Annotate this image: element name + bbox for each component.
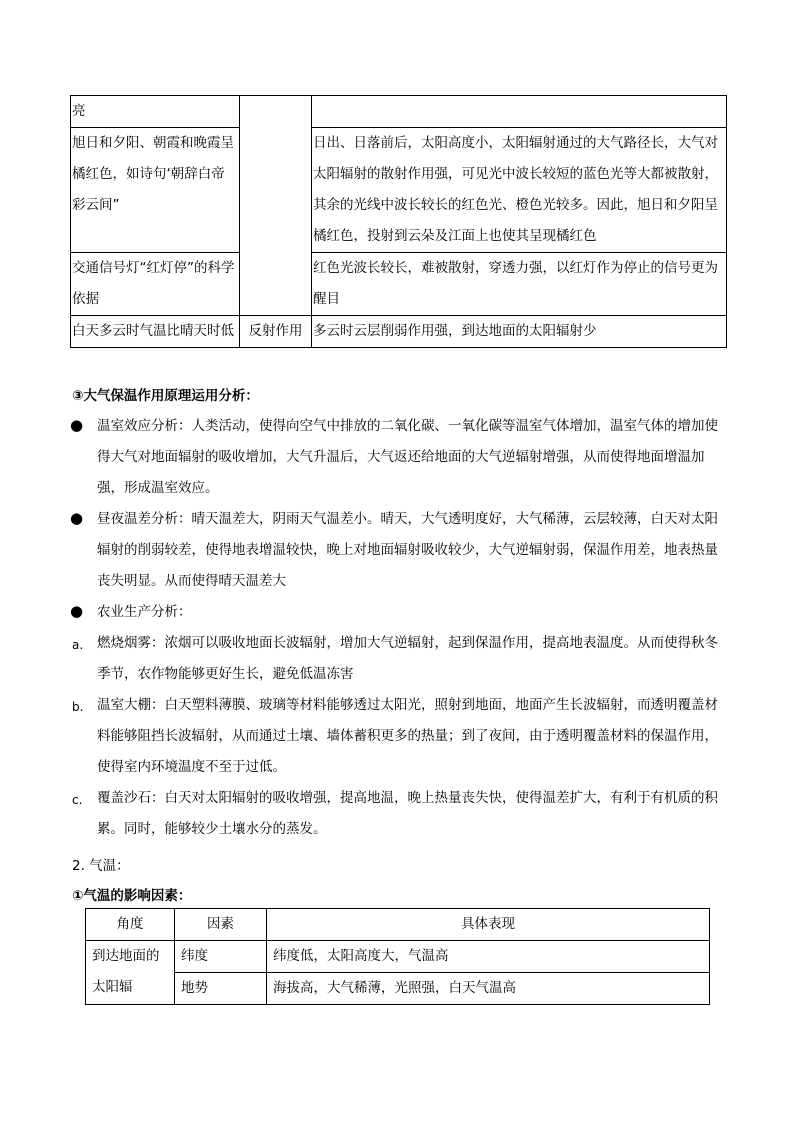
- table-row: [71, 253, 727, 316]
- table-cell: 旭日和夕阳、朝霞和晚霞呈橘红色，如诗句‘朝辞白帝彩云间”: [71, 128, 240, 253]
- bullet-paragraph: 昼夜温差分析：晴天温差大，阴雨天气温差小。晴天，大气透明度好，大气稀薄，云层较薄，白天对太阳辐射的削弱较差，使得地表增温较快，晚上对地面辐射吸收较少，大气逆辐射弱，保温作用差，地表热量丧失明显。从而使得晴天温差大: [97, 511, 718, 589]
- table-header: 角度: [86, 909, 175, 941]
- bullet-paragraph: 农业生产分析：: [97, 604, 192, 620]
- table-cell: 多云时云层削弱作用强，到达地面的太阳辐射少: [312, 316, 727, 348]
- section-subheading: ①气温的影响因素：: [72, 888, 192, 904]
- table-header: 因素: [175, 909, 267, 941]
- table-cell: [312, 96, 727, 128]
- table-row: [71, 316, 727, 348]
- list-item: 温室大棚：白天塑料薄膜、玻璃等材料能够透过太阳光，照射到地面，地面产生长波辐射，而透明覆盖材料能够阻挡长波辐射，从而通过土壤、墙体蓄积更多的热量；到了夜间，由于透明覆盖材料的保温作用，使得室内环境温度不至于过低。: [97, 697, 718, 775]
- list-label: c.: [72, 793, 83, 807]
- table-cell: 海拔高，大气稀薄，光照强，白天气温高: [267, 973, 710, 1005]
- table-cell: 反射作用: [240, 316, 312, 348]
- table-header: 具体表现: [267, 909, 710, 941]
- bullet-icon: ●: [70, 416, 84, 434]
- bullet-paragraph: 温室效应分析：人类活动，使得向空气中排放的二氧化碳、一氧化碳等温室气体增加，温室气体的增加使得大气对地面辐射的吸收增加，大气升温后，大气返还给地面的大气逆辐射增强，从而使得地面增温加强，形成温室效应。: [97, 418, 718, 496]
- table-cell: 日出、日落前后，太阳高度小，太阳辐射通过的大气路径长，大气对太阳辐射的散射作用强，可见光中波长较短的蓝色光等大都被散射，其余的光线中波长较长的红色光、橙色光较多。因此，旭日和夕阳呈橘红色，投射到云朵及江面上也使其呈现橘红色: [312, 128, 727, 253]
- table-header-row: [86, 909, 710, 941]
- table-cell: 红色光波长较长，难被散射，穿透力强，以红灯作为停止的信号更为醒目: [312, 253, 727, 316]
- table-cell: [240, 96, 312, 316]
- table-cell: 纬度: [175, 941, 267, 973]
- scattering-table: [70, 95, 727, 348]
- list-label: b.: [72, 700, 84, 714]
- table-cell: 亮: [71, 96, 240, 128]
- table-row: [86, 941, 710, 973]
- table-row: [86, 973, 710, 1005]
- table-cell: 纬度低，太阳高度大，气温高: [267, 941, 710, 973]
- table-cell: 地势: [175, 973, 267, 1005]
- table-cell: 到达地面的太阳辐: [86, 941, 175, 1005]
- table-cell: 白天多云时气温比晴天时低: [71, 316, 240, 348]
- section-heading: ③大气保温作用原理运用分析：: [72, 388, 259, 404]
- bullet-icon: ●: [70, 509, 84, 527]
- table-cell: 交通信号灯“红灯停”的科学依据: [71, 253, 240, 316]
- list-item: 燃烧烟雾：浓烟可以吸收地面长波辐射，增加大气逆辐射，起到保温作用，提高地表温度。从而使得秋冬季节，农作物能够更好生长，避免低温冻害: [97, 635, 718, 682]
- list-item: 覆盖沙石：白天对太阳辐射的吸收增强，提高地温，晚上热量丧失快，使得温差扩大，有利于有机质的积累。同时，能够较少土壤水分的蒸发。: [97, 790, 718, 837]
- bullet-icon: ●: [70, 602, 84, 620]
- table-row: [71, 128, 727, 253]
- section-title: 2. 气温：: [72, 858, 130, 874]
- list-label: a.: [72, 638, 84, 652]
- table-row: [71, 96, 727, 128]
- temperature-factors-table: [85, 908, 710, 1005]
